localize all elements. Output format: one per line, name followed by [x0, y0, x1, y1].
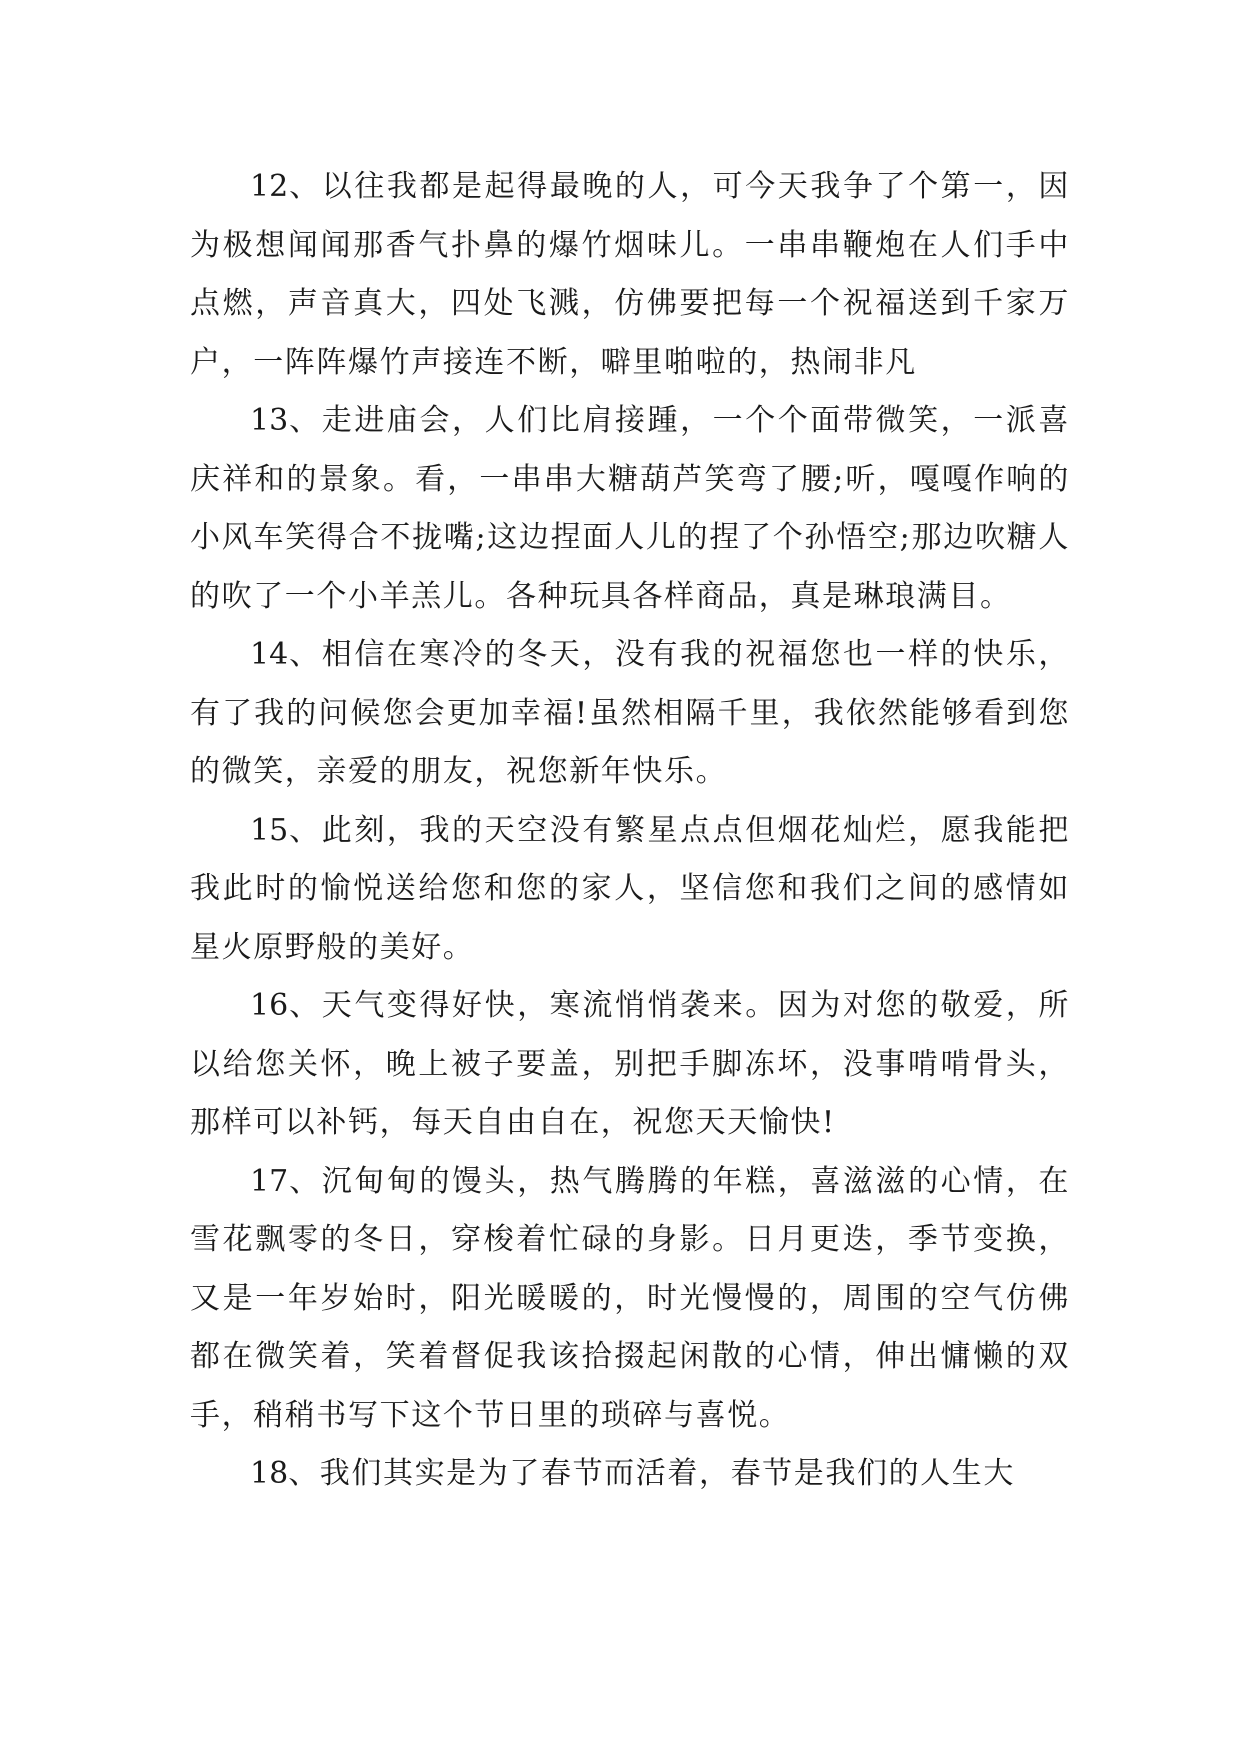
paragraph-text: 、天气变得好快，寒流悄悄袭来。因为对您的敬爱，所以给您关怀，晚上被子要盖，别把手脚冻坏，没事啃啃骨头，那样可以补钙，每天自由自在，祝您天天愉快!: [190, 988, 1070, 1140]
paragraph-number: 12: [250, 169, 289, 204]
paragraph-13: [190, 392, 1070, 626]
paragraph-number: 14: [250, 637, 289, 672]
paragraph-number: 15: [250, 812, 289, 848]
paragraph-number: 17: [250, 1163, 289, 1199]
paragraph-text: 、沉甸甸的馒头，热气腾腾的年糕，喜滋滋的心情，在雪花飘零的冬日，穿梭着忙碌的身影。日月更迭，季节变换，又是一年岁始时，阳光暖暖的，时光慢慢的，周围的空气仿佛都在微笑着，笑着督促我该拾掇起闲散的心情，伸出慵懒的双手，稍稍书写下这个节日里的琐碎与喜悦。: [190, 1163, 1070, 1433]
document-body: [190, 158, 1070, 1504]
paragraph-text: 、我们其实是为了春节而活着，春节是我们的人生大: [288, 1456, 1015, 1491]
paragraph-number: 13: [250, 403, 289, 438]
paragraph-18: [190, 1445, 1070, 1504]
paragraph-number: 16: [250, 988, 289, 1023]
paragraph-text: 、相信在寒冷的冬天，没有我的祝福您也一样的快乐，有了我的问候您会更加幸福!虽然相隔千里，我依然能够看到您的微笑，亲爱的朋友，祝您新年快乐。: [190, 637, 1070, 789]
paragraph-text: 、走进庙会，人们比肩接踵，一个个面带微笑，一派喜庆祥和的景象。看，一串串大糖葫芦笑弯了腰;听，嘎嘎作响的小风车笑得合不拢嘴;这边捏面人儿的捏了个孙悟空;那边吹糖人的吹了一个小羊羔儿。各种玩具各样商品，真是琳琅满目。: [190, 403, 1070, 614]
paragraph-16: [190, 977, 1070, 1153]
paragraph-14: [190, 626, 1070, 802]
paragraph-text: 、此刻，我的天空没有繁星点点但烟花灿烂，愿我能把我此时的愉悦送给您和您的家人，坚信您和我们之间的感情如星火原野般的美好。: [190, 812, 1070, 965]
paragraph-17: [190, 1153, 1070, 1446]
paragraph-text: 、以往我都是起得最晚的人，可今天我争了个第一，因为极想闻闻那香气扑鼻的爆竹烟味儿。一串串鞭炮在人们手中点燃，声音真大，四处飞溅，仿佛要把每一个祝福送到千家万户，一阵阵爆竹声接连不断，噼里啪啦的，热闹非凡: [190, 169, 1070, 380]
paragraph-12: [190, 158, 1070, 392]
paragraph-number: 18: [250, 1456, 289, 1491]
paragraph-15: [190, 802, 1070, 978]
